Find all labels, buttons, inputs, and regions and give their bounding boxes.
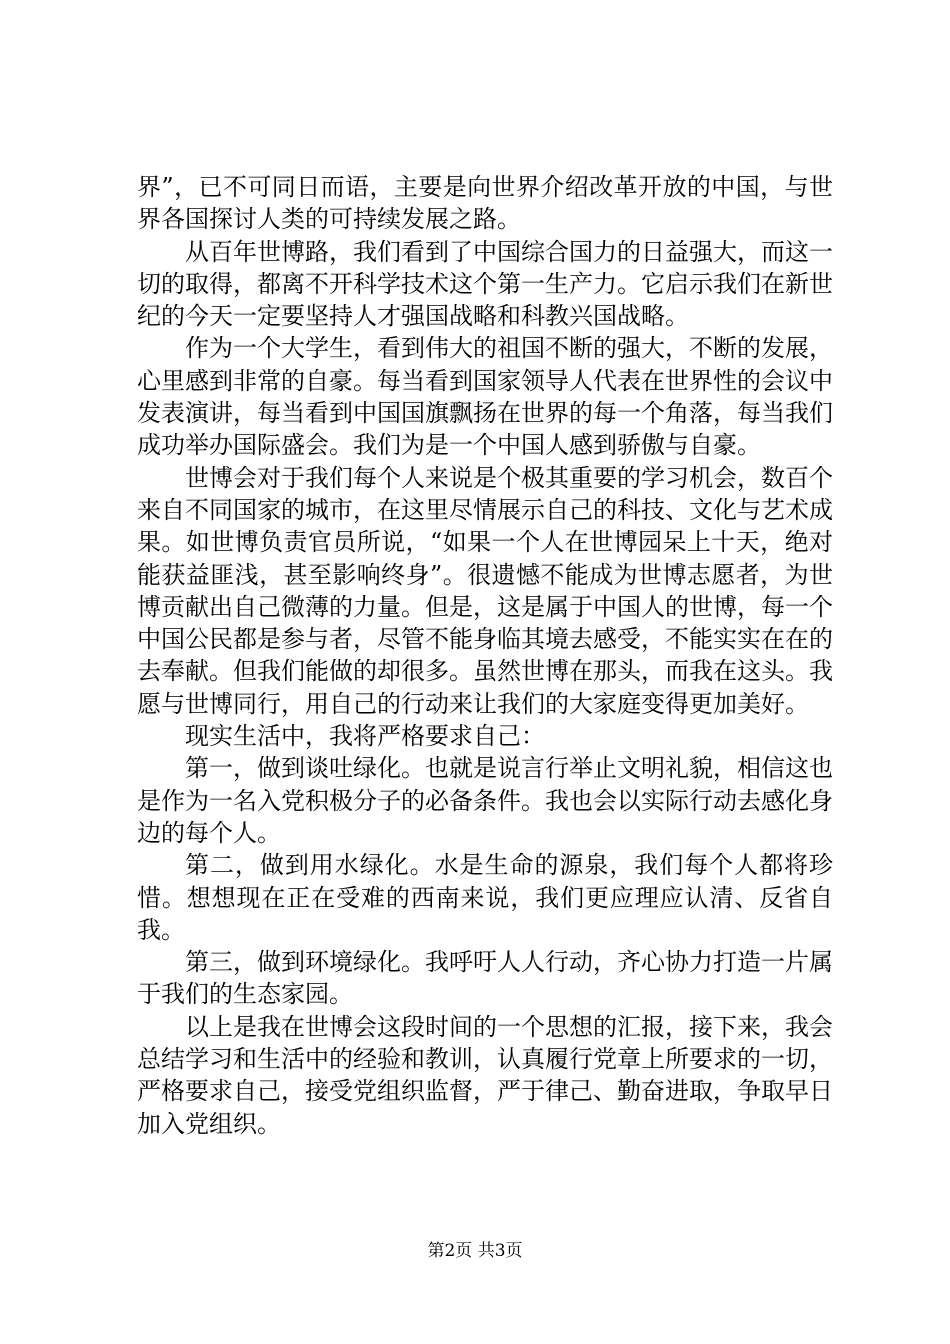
- paragraph-8: 第三，做到环境绿化。我呼吁人人行动，齐心协力打造一片属于我们的生态家园。: [137, 948, 833, 1009]
- paragraph-7: 第二，做到用水绿化。水是生命的源泉，我们每个人都将珍惜。想想现在正在受难的西南来说，我们更应理应认清、反省自我。: [137, 851, 833, 944]
- paragraph-1: 界”，已不可同日而语，主要是向世界介绍改革开放的中国，与世界各国探讨人类的可持续发展之路。: [137, 173, 833, 234]
- paragraph-2: 从百年世博路，我们看到了中国综合国力的日益强大，而这一切的取得，都离不开科学技术这个第一生产力。它启示我们在新世纪的今天一定要坚持人才强国战略和科教兴国战略。: [137, 237, 833, 331]
- document-body: [137, 171, 833, 1140]
- paragraph-6: 第一，做到谈吐绿化。也就是说言行举止文明礼貌，相信这也是作为一名入党积极分子的必备条件。我也会以实际行动去感化身边的每个人。: [137, 754, 833, 847]
- paragraph-9: 以上是我在世博会这段时间的一个思想的汇报，接下来，我会总结学习和生活中的经验和教训，认真履行党章上所要求的一切，严格要求自己，接受党组织监督，严于律己、勤奋进取，争取早日加入党组织。: [137, 1012, 833, 1138]
- paragraph-5: 现实生活中，我将严格要求自己：: [185, 722, 545, 751]
- page-number-footer: 第2页 共3页: [427, 1241, 523, 1261]
- paragraph-4: 世博会对于我们每个人来说是个极其重要的学习机会，数百个来自不同国家的城市，在这里尽情展示自己的科技、文化与艺术成果。如世博负责官员所说，“如果一个人在世博园呆上十天，绝对能获益匪浅，甚至影响终身”。很遗憾不能成为世博志愿者，为世博贡献出自己微薄的力量。但是，这是属于中国人的世博，每一个中国公民都是参与者，尽管不能身临其境去感受，不能实实在在的去奉献。但我们能做的却很多。虽然世博在那头，而我在这头。我愿与世博同行，用自己的行动来让我们的大家庭变得更加美好。: [137, 463, 833, 718]
- paragraph-3: 作为一个大学生，看到伟大的祖国不断的强大，不断的发展，心里感到非常的自豪。每当看到国家领导人代表在世界性的会议中发表演讲，每当看到中国国旗飘扬在世界的每一个角落，每当我们成功举办国际盛会。我们为是一个中国人感到骄傲与自豪。: [137, 334, 833, 460]
